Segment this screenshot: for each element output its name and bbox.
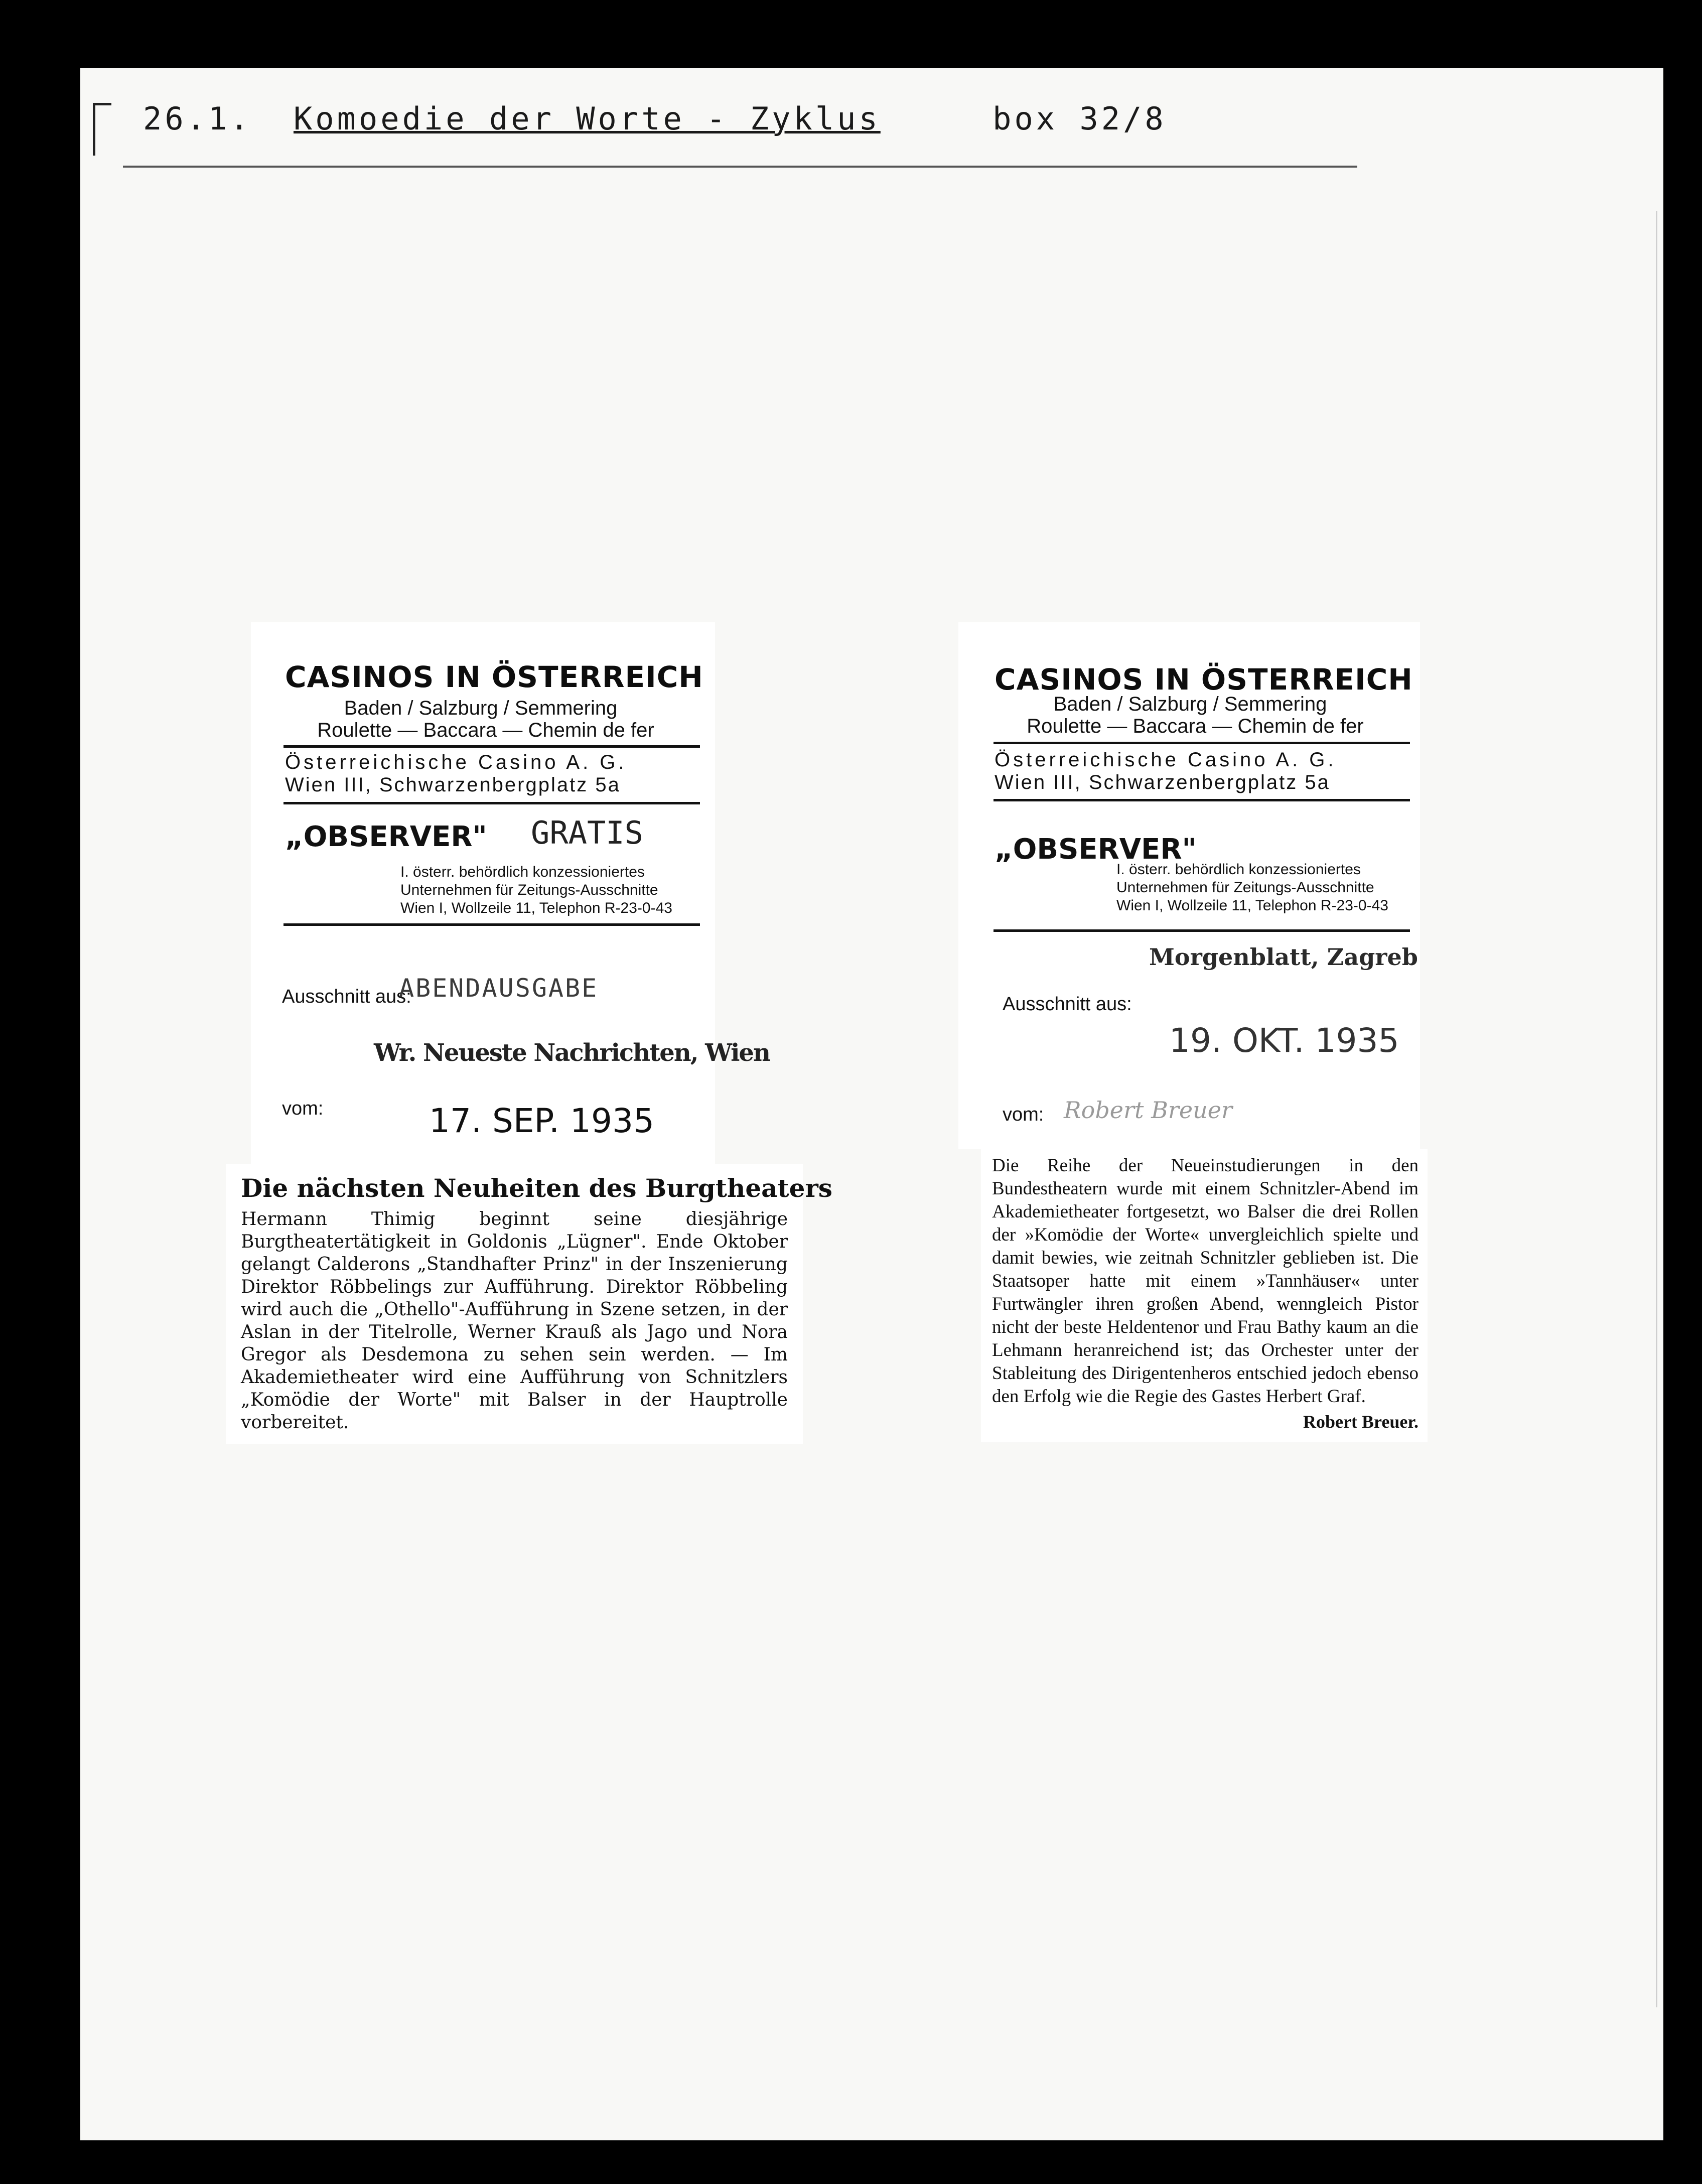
card-heading: CASINOS IN ÖSTERREICH [285,660,703,694]
observer-name: „OBSERVER" [995,833,1197,866]
observer-desc-line: Unternehmen für Zeitungs-Ausschnitte [1116,879,1374,896]
card-divider [283,802,700,804]
newspaper-clipping-right [981,1149,1428,1442]
card-divider [994,799,1410,801]
source-stamp-paper: Morgenblatt, Zagreb [1149,943,1418,971]
observer-desc-line: Wien I, Wollzeile 11, Telephon R-23-0-43 [400,900,672,916]
source-stamp-paper: Wr. Neueste Nachrichten, Wien [374,1039,770,1067]
observer-desc-line: I. österr. behördlich konzessioniertes [400,864,645,880]
date-stamp: 17. SEP. 1935 [429,1102,654,1140]
clipping-author: Robert Breuer. [1303,1412,1419,1432]
date-label: vom: [1003,1104,1044,1125]
folder-number: 26.1. [143,100,252,137]
card-divider [283,923,700,926]
clipping-card-right [958,622,1420,1149]
clipping-title: Die nächsten Neuheiten des Burgtheaters [241,1173,832,1203]
heading-rule [123,166,1357,168]
card-locations: Baden / Salzburg / Semmering [344,697,618,719]
card-heading: CASINOS IN ÖSTERREICH [995,662,1413,697]
observer-desc-line: Unternehmen für Zeitungs-Ausschnitte [400,882,658,898]
sheet-edge-shadow [1656,211,1657,2007]
clipping-body: Hermann Thimig beginnt seine diesjährige Burgtheatertätigkeit in Goldonis „Lügner". Ende Oktober gelangt Calderons „Standhafter Prinz" in der Inszenierung Direktor Röbbelings zur Aufführung. Direktor Röbbeling wird auch die „Othello"-Aufführung in Szene setzen, in der Aslan in der Titelrolle, Werner Krauß als Jago und Nora Gregor als Desdemona zu sehen sein werden. — Im Akademietheater wird eine Aufführung von Schnitzlers „Komödie der Worte" mit Balser in der Hauptrolle vorbereitet. [241,1209,788,1433]
corner-mark [93,103,111,156]
folder-heading [143,100,1167,141]
observer-description [1116,861,1388,915]
observer-name: „OBSERVER" [285,821,487,853]
card-divider [283,745,700,748]
observer-description [400,863,672,917]
card-company: Österreichische Casino A. G. [285,751,627,773]
card-address: Wien III, Schwarzenbergplatz 5a [995,771,1330,793]
clipping-body: Die Reihe der Neueinstudierungen in den Bundestheatern wurde mit einem Schnitzler-Abend im Akademietheater fortgesetzt, wo Balser die drei Rollen der »Komödie der Worte« unvergleichlich spielte und damit bewies, wie zeitnah Schnitzler geblieben ist. Die Staatsoper hatte mit einem »Tannhäuser« unter Furtwängler ihren großen Abend, wenngleich Pistor nicht der beste Heldentenor und Frau Bathy kaum an die Lehmann heranreichend ist; das Orchester unter der Stableitung des Dirigentenheros entschied jedoch ebenso den Erfolg wie die Regie des Gastes Herbert Graf. [992,1155,1419,1407]
clipping-card-left [251,622,770,1174]
card-locations: Baden / Salzburg / Semmering [1053,693,1327,715]
card-divider [994,929,1410,932]
folder-title: Komoedie der Worte - Zyklus [293,100,881,137]
date-stamp: 19. OKT. 1935 [1169,1021,1399,1060]
source-stamp-edition: ABENDAUSGABE [399,974,599,1003]
cutout-label: Ausschnitt aus: [282,986,411,1007]
card-address: Wien III, Schwarzenbergplatz 5a [285,774,621,796]
newspaper-clipping-left [226,1164,832,1444]
cutout-label: Ausschnitt aus: [1003,994,1132,1015]
card-games: Roulette — Baccara — Chemin de fer [317,719,654,741]
observer-desc-line: Wien I, Wollzeile 11, Telephon R-23-0-43 [1116,897,1388,914]
gratis-stamp: GRATIS [531,814,643,851]
card-games: Roulette — Baccara — Chemin de fer [1027,715,1364,737]
date-label: vom: [282,1098,324,1119]
observer-desc-line: I. österr. behördlich konzessioniertes [1116,861,1361,878]
box-number: box 32/8 [992,100,1167,137]
card-company: Österreichische Casino A. G. [995,749,1337,771]
card-divider [994,742,1410,744]
handwritten-note: Robert Breuer [1064,1097,1232,1124]
